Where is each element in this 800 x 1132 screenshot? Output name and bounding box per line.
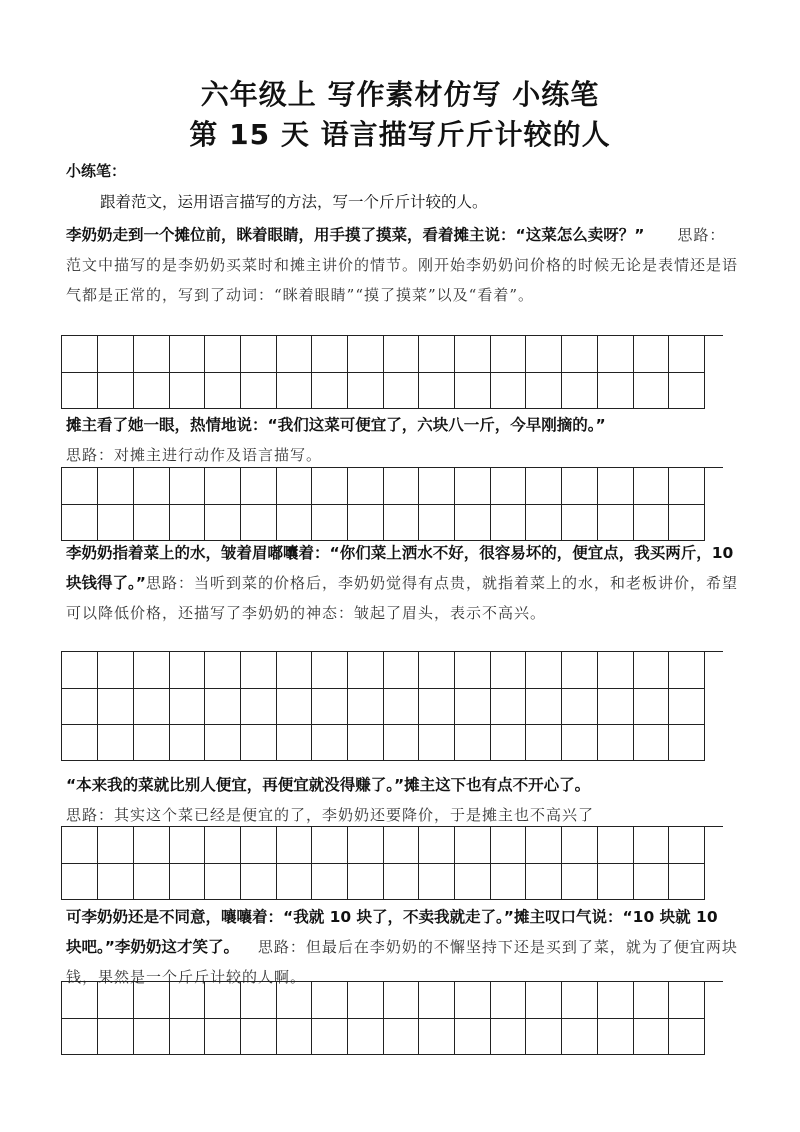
excerpt-text: 李奶奶走到一个摊位前，眯着眼睛，用手摸了摸菜，看着摊主说：“这菜怎么卖呀？” <box>66 226 645 244</box>
excerpt-text: 可李奶奶还是不同意，嚷嚷着：“我就 10 块了，不卖我就走了。”摊主叹口气说：“10 块就 10 块吧。”李奶奶这才笑了。 <box>66 908 718 956</box>
writing-grid-2[interactable] <box>61 467 723 541</box>
hint-text: 思路：当听到菜的价格后，李奶奶觉得有点贵，就指着菜上的水，和老板讲价，希望可以降低价格，还描写了李奶奶的神态：皱起了眉头，表示不高兴。 <box>66 574 738 622</box>
excerpt-paragraph-1 <box>66 220 738 310</box>
excerpt-paragraph-2 <box>66 410 738 470</box>
grid-table <box>62 652 705 761</box>
excerpt-text: “本来我的菜就比别人便宜，再便宜就没得赚了。”摊主这下也有点不开心了。 <box>66 776 591 794</box>
hint-text: 思路：其实这个菜已经是便宜的了，李奶奶还要降价，于是摊主也不高兴了 <box>66 806 595 824</box>
hint-text: 思路：但最后在李奶奶的不懈坚持下还是买到了菜，就为了便宜两块钱，果然是一个斤斤计较的人啊。 <box>66 938 738 986</box>
grid-table <box>62 468 705 541</box>
grid-table <box>62 982 705 1055</box>
instruction-text: 跟着范文，运用语言描写的方法，写一个斤斤计较的人。 <box>100 193 488 211</box>
excerpt-text: 摊主看了她一眼，热情地说：“我们这菜可便宜了，六块八一斤，今早刚摘的。” <box>66 416 606 434</box>
hint-text: 思路：对摊主进行动作及语言描写。 <box>66 446 323 464</box>
writing-grid-4[interactable] <box>61 826 723 900</box>
writing-grid-3[interactable] <box>61 651 723 761</box>
excerpt-paragraph-3 <box>66 538 738 628</box>
grid-table <box>62 827 705 900</box>
section-label: 小练笔： <box>66 162 127 180</box>
page-subtitle: 第 15 天 语言描写斤斤计较的人 <box>189 118 611 151</box>
excerpt-text: 李奶奶指着菜上的水，皱着眉嘟囔着：“你们菜上洒水不好，很容易坏的，便宜点，我买两斤，10 块钱得了。” <box>66 544 734 592</box>
excerpt-paragraph-4 <box>66 770 738 830</box>
writing-grid-5[interactable] <box>61 981 723 1055</box>
excerpt-paragraph-5 <box>66 902 738 992</box>
page-title: 六年级上 写作素材仿写 小练笔 <box>200 78 600 111</box>
hint-text: 思路：范文中描写的是李奶奶买菜时和摊主讲价的情节。刚开始李奶奶问价格的时候无论是表情还是语气都是正常的，写到了动词：“眯着眼睛”“摸了摸菜”以及“看着”。 <box>66 226 739 304</box>
writing-grid-1[interactable] <box>61 335 723 409</box>
grid-table <box>62 336 705 409</box>
